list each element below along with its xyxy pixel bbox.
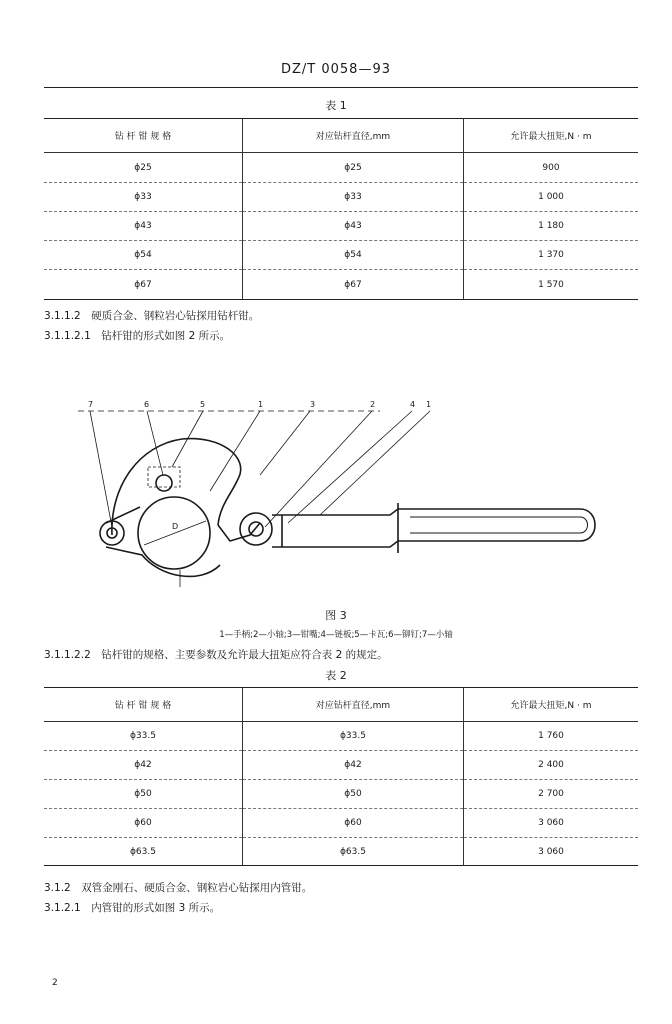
table-cell: ϕ33.5: [243, 722, 464, 751]
pin-dashed-box: [148, 467, 180, 487]
callout-6: 6: [144, 400, 150, 409]
dimension-label: D: [172, 522, 179, 531]
table-cell: 1 180: [464, 212, 639, 241]
table-cell: ϕ54: [243, 241, 464, 270]
table-row: [44, 722, 638, 751]
paragraph-3-1-1-2-2: 3.1.1.2.2 钻杆钳的规格、主要参数及允许最大扭矩应符合表 2 的规定。: [44, 649, 388, 661]
chain-plate: [106, 507, 220, 576]
table-cell: ϕ25: [243, 153, 464, 183]
table-cell: 2 400: [464, 751, 639, 780]
paragraph-3-1-2-1: 3.1.2.1 内管钳的形式如图 3 所示。: [44, 902, 221, 914]
figure-legend: 1—手柄;2—小轴;3—钳嘴;4—链板;5—卡瓦;6—铆钉;7—小轴: [219, 630, 453, 640]
table-row: [44, 270, 638, 300]
table-cell: ϕ33: [243, 183, 464, 212]
header-rule: [44, 87, 638, 88]
table-row: [44, 153, 638, 183]
table-cell: ϕ60: [243, 809, 464, 838]
table-row: [44, 809, 638, 838]
table-cell: ϕ63.5: [243, 838, 464, 866]
callout-4: 4: [410, 400, 416, 409]
table-row: [44, 212, 638, 241]
table-cell: 3 060: [464, 809, 639, 838]
table-cell: 3 060: [538, 846, 564, 857]
table-cell: ϕ54: [44, 241, 243, 270]
table-row: [44, 780, 638, 809]
table1-header-row: [44, 119, 638, 153]
table-cell: 1 570: [538, 279, 564, 290]
table-cell: ϕ25: [44, 153, 243, 183]
table1-col-header: 允许最大扭矩,N · m: [464, 119, 639, 153]
table-cell: 1 370: [464, 241, 639, 270]
table-cell: 1 760: [464, 722, 639, 751]
table-cell: ϕ33.5: [44, 722, 243, 751]
table1-col-header: 钻 杆 钳 规 格: [44, 119, 243, 153]
paragraph-3-1-1-2: 3.1.1.2 硬质合金、钢粒岩心钻探用钻杆钳。: [44, 310, 260, 322]
paragraph-3-1-1-2-1: 3.1.1.2.1 钻杆钳的形式如图 2 所示。: [44, 330, 231, 342]
table-row: [44, 183, 638, 212]
table-cell: ϕ50: [44, 780, 243, 809]
table-cell: ϕ67: [44, 270, 243, 300]
handle-grip: [410, 517, 588, 533]
callout-1a: 1: [258, 400, 264, 409]
table-cell: ϕ63.5: [44, 838, 243, 866]
small-pin: [156, 475, 172, 491]
table2: [44, 687, 638, 866]
callout-5: 5: [200, 400, 206, 409]
table1-caption: 表 1: [325, 99, 347, 112]
table1-col-header: 对应钻杆直径,mm: [243, 119, 464, 153]
table2-col-header: 对应钻杆直径,mm: [243, 688, 464, 722]
table-cell: ϕ43: [44, 212, 243, 241]
paragraph-3-1-2: 3.1.2 双管金刚石、硬质合金、钢粒岩心钻探用内管钳。: [44, 882, 313, 894]
callout-3: 3: [310, 400, 316, 409]
table2-header-row: [44, 688, 638, 722]
table-row: [44, 838, 638, 866]
slip-segment: [218, 523, 260, 541]
table-cell: ϕ42: [243, 751, 464, 780]
table-row: [44, 751, 638, 780]
table-cell: 2 700: [464, 780, 639, 809]
callout-1b: 1: [426, 400, 432, 409]
callout-2: 2: [370, 400, 376, 409]
table2-col-header: 钻 杆 钳 规 格: [44, 688, 243, 722]
table1: [44, 118, 638, 300]
table2-col-header: 允许最大扭矩,N · m: [464, 688, 639, 722]
table-cell: 1 000: [464, 183, 639, 212]
table-cell: ϕ33: [44, 183, 243, 212]
standard-number: DZ/T 0058—93: [281, 62, 391, 77]
table-row: [44, 241, 638, 270]
table-cell: ϕ67: [243, 270, 464, 300]
table2-caption: 表 2: [325, 669, 347, 682]
table-cell: ϕ43: [243, 212, 464, 241]
table-cell: ϕ42: [44, 751, 243, 780]
page-number: 2: [52, 978, 58, 988]
figure-caption: 图 3: [325, 609, 347, 622]
table-cell: ϕ60: [44, 809, 243, 838]
table-cell: ϕ50: [243, 780, 464, 809]
handle-outline: [272, 509, 595, 547]
drill-rod-wrench-figure: [60, 395, 620, 595]
callout-7: 7: [88, 400, 94, 409]
table-cell: 900: [464, 153, 639, 183]
